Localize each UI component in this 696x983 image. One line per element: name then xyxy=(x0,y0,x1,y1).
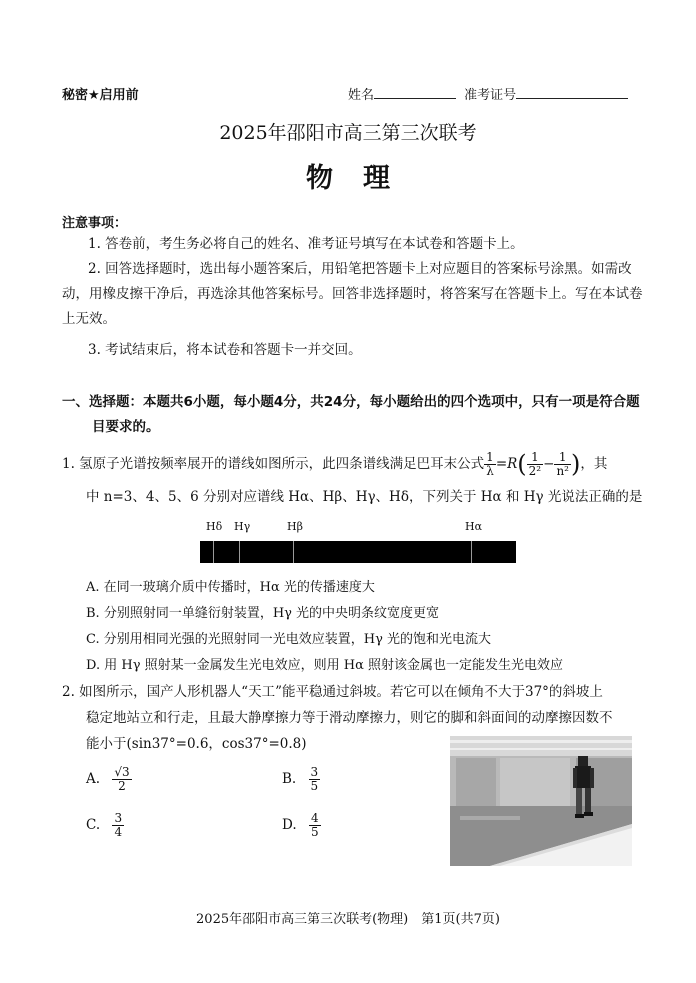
note-item-1: 1. 答卷前，考生务必将自己的姓名、准考证号填写在本试卷和答题卡上。 xyxy=(88,236,524,252)
question-2-stem-2: 稳定地站立和行走，且最大静摩擦力等于滑动摩擦力，则它的脚和斜面间的动摩擦因数不 xyxy=(86,710,613,726)
formula-eq: =R xyxy=(495,456,518,472)
spectrum-line-h-alpha xyxy=(471,541,472,563)
confidential-mark: 秘密★启用前 xyxy=(62,88,139,103)
q2-option-c-num: 3 xyxy=(114,811,123,825)
formula-term1 xyxy=(527,451,543,478)
q1-stem-text: 1. 氢原子光谱按频率展开的谱线如图所示，此四条谱线满足巴耳末公式 xyxy=(62,456,485,472)
q1-option-b[interactable]: B. 分别照射同一单缝衍射装置，Hγ 光的中央明条纹宽度更宽 xyxy=(86,606,440,621)
q1-option-d[interactable]: D. 用 Hγ 照射某一金属发生光电效应，则用 Hα 照射该金属也一定能发生光电效应 xyxy=(86,658,563,673)
question-2-stem-3: 能小于(sin37°=0.6，cos37°=0.8) xyxy=(86,736,307,752)
q1-stem-tail: ，其 xyxy=(580,456,608,472)
note-item-3: 3. 考试结束后，将本试卷和答题卡一并交回。 xyxy=(88,342,362,358)
formula-term2 xyxy=(554,451,571,478)
section-heading-text: 一、选择题：本题共6小题，每小题4分，共24分，每小题给出的四个选项中，只有一项是符合题目要求的。 xyxy=(62,394,640,435)
q2-option-b-den: 5 xyxy=(310,779,319,793)
notes-heading: 注意事项： xyxy=(62,216,128,231)
question-2-stem-1: 2. 如图所示，国产人形机器人“天工”能平稳通过斜坡。若它可以在倾角不大于37°的斜坡上 xyxy=(62,684,603,700)
spectrum-figure xyxy=(200,541,516,563)
exam-title: 2025年邵阳市高三第三次联考 xyxy=(219,122,477,144)
q2-option-c-den: 4 xyxy=(114,825,123,839)
paren-open: ( xyxy=(517,450,527,478)
q2-option-d-den: 5 xyxy=(310,825,319,839)
q2-option-b-frac xyxy=(309,766,321,793)
question-1-stem xyxy=(62,451,652,478)
section-heading xyxy=(62,390,642,440)
q2-option-a-letter: A. xyxy=(86,771,101,787)
formula-t2-num: 1 xyxy=(554,451,571,465)
robot-photo xyxy=(450,736,632,866)
question-1-stem-2: 中 n=3、4、5、6 分别对应谱线 Hα、Hβ、Hγ、Hδ，下列关于 Hα 和 Hγ 光说法正确的是 xyxy=(86,489,643,505)
page-footer: 2025年邵阳市高三第三次联考(物理) 第1页(共7页) xyxy=(196,912,500,927)
formula-t1-den: 2² xyxy=(528,464,542,478)
formula-t2-den: n² xyxy=(556,464,569,478)
q2-option-c-letter: C. xyxy=(86,817,101,833)
formula-minus: − xyxy=(543,456,555,472)
spectrum-label-h-beta: Hβ xyxy=(287,520,303,533)
q2-option-c[interactable] xyxy=(86,812,124,839)
q2-option-a[interactable] xyxy=(86,766,132,793)
q1-option-c[interactable]: C. 分别用相同光强的光照射同一光电效应装置，Hγ 光的饱和光电流大 xyxy=(86,632,491,647)
formula-t1-num: 1 xyxy=(527,451,543,465)
robot-photo-illustration xyxy=(450,736,632,866)
q2-option-a-frac xyxy=(112,766,131,793)
q2-option-d-letter: D. xyxy=(282,817,297,833)
q2-option-d[interactable] xyxy=(282,812,321,839)
formula-lhs-den: λ xyxy=(486,464,494,478)
spectrum-line-h-delta xyxy=(213,541,214,563)
note-item-2: 2. 回答选择题时，选出每小题答案后，用铅笔把答题卡上对应题目的答案标号涂黑。如需改动，用橡皮擦干净后，再选涂其他答案标号。回答非选择题时，将答案写在答题卡上。写在本试卷上无效。 xyxy=(62,261,643,327)
formula-lhs xyxy=(484,451,496,478)
candidate-info xyxy=(348,84,628,103)
subject-title: 物理 xyxy=(306,163,420,194)
q2-option-d-frac xyxy=(309,812,321,839)
exam-number-label: 准考证号 xyxy=(464,88,517,103)
q2-option-b-letter: B. xyxy=(282,771,297,787)
name-label: 姓名 xyxy=(348,88,375,103)
spectrum-line-h-gamma xyxy=(239,541,240,563)
spectrum-label-h-delta: Hδ xyxy=(206,520,223,533)
q2-option-b[interactable] xyxy=(282,766,320,793)
spectrum-line-h-beta xyxy=(293,541,294,563)
q2-option-a-den: 2 xyxy=(118,779,126,793)
paren-close: ) xyxy=(570,450,581,478)
name-field[interactable] xyxy=(374,85,456,99)
q2-option-b-num: 3 xyxy=(310,765,319,779)
exam-number-field[interactable] xyxy=(516,85,628,99)
q2-option-c-frac xyxy=(112,812,124,839)
q1-option-a[interactable]: A. 在同一玻璃介质中传播时，Hα 光的传播速度大 xyxy=(86,580,375,595)
spectrum-label-h-gamma: Hγ xyxy=(234,520,251,533)
q2-option-a-num: √3 xyxy=(114,765,130,779)
q2-option-d-num: 4 xyxy=(310,811,319,825)
spectrum-label-h-alpha: Hα xyxy=(465,520,483,533)
formula-lhs-num: 1 xyxy=(486,450,494,464)
